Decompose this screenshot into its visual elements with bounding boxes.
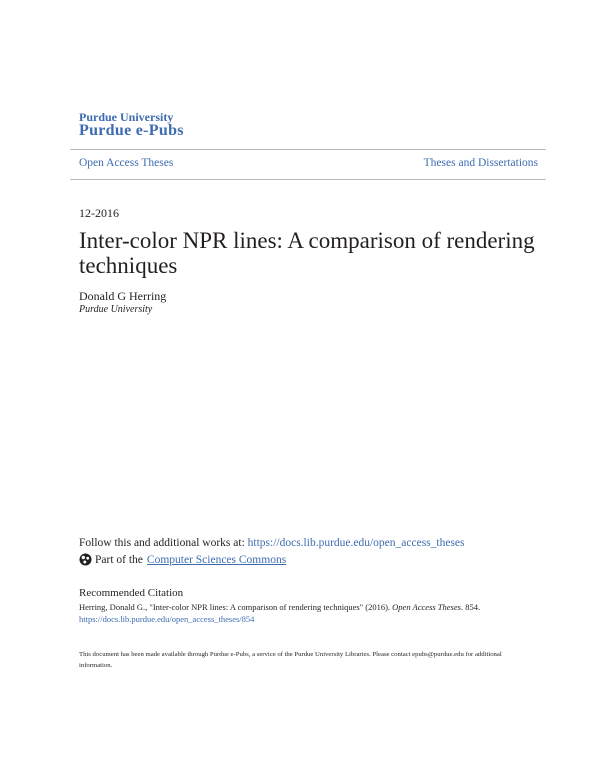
- computer-sciences-commons-link[interactable]: Computer Sciences Commons: [146, 553, 287, 566]
- open-access-theses-link[interactable]: Open Access Theses: [79, 157, 174, 169]
- author-name: Donald G Herring: [79, 289, 167, 303]
- citation-text: [79, 602, 480, 612]
- bottom-divider: [70, 179, 546, 180]
- commons-network-icon: [79, 553, 92, 566]
- repository-name[interactable]: Purdue e-Pubs: [79, 122, 184, 139]
- theses-dissertations-link[interactable]: Theses and Dissertations: [423, 157, 538, 169]
- citation-url-link[interactable]: https://docs.lib.purdue.edu/open_access_theses/854: [79, 614, 255, 624]
- document-title: Inter-color NPR lines: A comparison of rendering techniques: [79, 228, 535, 278]
- footer-notice: This document has been made available through Purdue e-Pubs, a service of the Purdue University Libraries. Please contact epubs@purdue.edu for additional information.: [79, 651, 502, 669]
- author-affiliation: Purdue University: [79, 304, 153, 315]
- recommended-citation-heading: Recommended Citation: [79, 587, 184, 599]
- citation-number: . 854.: [460, 602, 481, 612]
- publication-date: 12-2016: [79, 206, 119, 220]
- follow-url-link[interactable]: https://docs.lib.purdue.edu/open_access_theses: [247, 537, 465, 549]
- part-of-label: Part of the: [95, 553, 143, 566]
- part-of-line: [79, 553, 286, 566]
- follow-label: Follow this and additional works at:: [79, 537, 245, 549]
- top-divider: [70, 149, 546, 150]
- follow-line: [79, 537, 465, 549]
- institution-name: Purdue University: [79, 110, 174, 124]
- citation-journal: Open Access Theses: [392, 602, 461, 612]
- citation-body: Herring, Donald G., "Inter-color NPR lines: A comparison of rendering techniques" (2016).: [79, 602, 391, 612]
